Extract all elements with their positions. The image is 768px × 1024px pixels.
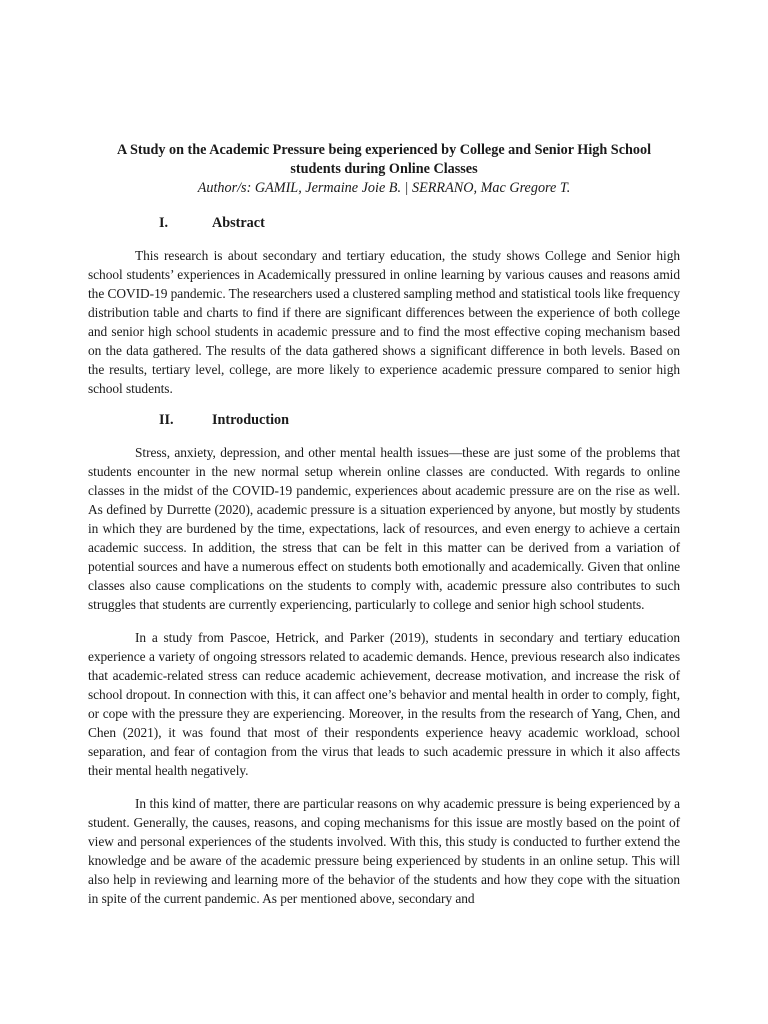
introduction-section-number: II. (159, 412, 174, 428)
introduction-paragraph: Stress, anxiety, depression, and other mental health issues—these are just some of the problems that students encounter in the new normal setup wherein online classes are conducted. With regards to online classes in the midst of the COVID-19 pandemic, experiences about academic pressure are on the rise as well. As defined by Durrette (2020), academic pressure is a situation experienced by anyone, but mostly by students in which they are burdened by the time, expectations, lack of resources, and even energy to achieve a certain academic success. In addition, the stress that can be felt in this matter can be derived from a variation of potential sources and have a numerous effect on students both emotionally and academically. Given that online classes also cause complications on the students to comply with, academic pressure also contributes to such struggles that students are currently experiencing, particularly to college and senior high school students. (88, 445, 680, 612)
document-page (88, 141, 680, 908)
introduction-paragraph: In a study from Pascoe, Hetrick, and Parker (2019), students in secondary and tertiary education experience a variety of ongoing stressors related to academic demands. Hence, previous research also indicates that academic-related stress can reduce academic achievement, decrease motivation, and increase the risk of school dropout. In connection with this, it can affect one’s behavior and mental health in order to comply, fight, or cope with the pressure they are experiencing. Moreover, in the results from the research of Yang, Chen, and Chen (2021), it was found that most of their respondents experience heavy academic workload, school separation, and fear of contagion from the virus that leads to such academic pressure in which it also affects their mental health negatively. (88, 630, 680, 778)
abstract-section-title: Abstract (212, 215, 265, 231)
introduction-heading (88, 411, 680, 430)
abstract-paragraph: This research is about secondary and tertiary education, the study shows College and Senior high school students’ experiences in Academically pressured in online learning by various causes and reasons amid the COVID-19 pandemic. The researchers used a clustered sampling method and statistical tools like frequency distribution table and charts to find if there are significant differences between the experience of both college and senior high school students in academic pressure and to find the most effective coping mechanism based on the data gathered. The results of the data gathered shows a significant difference in both levels. Based on the results, tertiary level, college, are more likely to experience academic pressure compared to senior high school students. (88, 248, 680, 396)
introduction-section-title: Introduction (212, 412, 289, 428)
paper-title: A Study on the Academic Pressure being experienced by College and Senior High School students during Online Classes (116, 142, 652, 177)
abstract-section-number: I. (159, 215, 169, 231)
introduction-paragraph: In this kind of matter, there are particular reasons on why academic pressure is being experienced by a student. Generally, the causes, reasons, and coping mechanisms for this issue are mostly based on the point of view and personal experiences of the students involved. With this, this study is conducted to further extend the knowledge and be aware of the academic pressure being experienced by students in an online setup. This will also help in reviewing and learning more of the behavior of the students and how they cope with the situation in spite of the current pandemic. As per mentioned above, secondary and (88, 796, 680, 906)
paper-authors: Author/s: GAMIL, Jermaine Joie B. | SERRANO, Mac Gregore T. (197, 180, 571, 196)
abstract-heading (88, 214, 680, 233)
